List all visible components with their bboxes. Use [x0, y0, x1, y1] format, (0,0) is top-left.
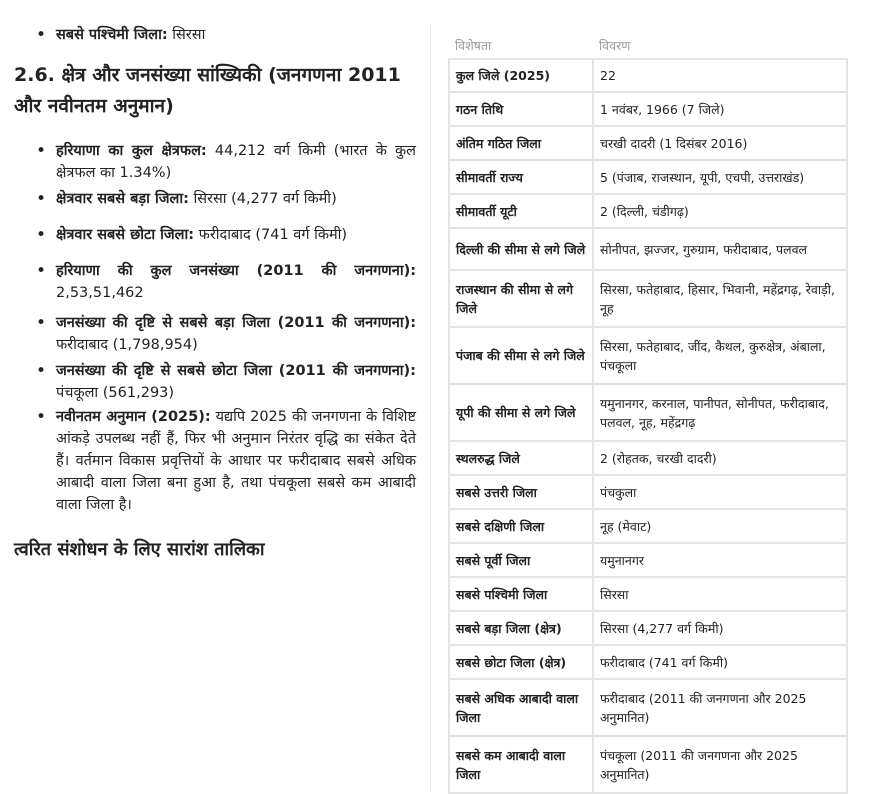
table-row [449, 384, 847, 441]
table-row [449, 194, 847, 228]
row-label-cell: सबसे दक्षिणी जिला [449, 509, 593, 543]
row-value-cell: सिरसा, फतेहाबाद, हिसार, भिवानी, महेंद्रगढ़, रेवाड़ी, नूह [593, 270, 847, 327]
row-label-cell: सीमावर्ती यूटी [449, 194, 593, 228]
row-label-cell: सीमावर्ती राज्य [449, 160, 593, 194]
row-value-cell: सिरसा (4,277 वर्ग किमी) [593, 611, 847, 645]
table-row [449, 679, 847, 736]
row-label-cell: सबसे अधिक आबादी वाला जिला [449, 679, 593, 736]
top-bullet-list [14, 24, 416, 46]
list-item: • क्षेत्रवार सबसे छोटा जिला: फरीदाबाद (741 वर्ग किमी) [14, 224, 416, 246]
row-value-cell: पंचकूला (2011 की जनगणना और 2025 अनुमानित) [593, 736, 847, 793]
row-value-cell: चरखी दादरी (1 दिसंबर 2016) [593, 126, 847, 160]
row-label-cell: यूपी की सीमा से लगे जिले [449, 384, 593, 441]
row-value-cell: सिरसा [593, 577, 847, 611]
row-label-cell: सबसे बड़ा जिला (क्षेत्र) [449, 611, 593, 645]
row-label-cell: सबसे छोटा जिला (क्षेत्र) [449, 645, 593, 679]
column-header: विवरण [599, 38, 631, 53]
list-item: • हरियाणा की कुल जनसंख्या (2011 की जनगणना): 2,53,51,462 [14, 260, 416, 304]
article-column [14, 0, 416, 565]
row-label-cell: गठन तिथि [449, 92, 593, 126]
row-value-cell: फरीदाबाद (2011 की जनगणना और 2025 अनुमानित) [593, 679, 847, 736]
table-row [449, 543, 847, 577]
row-value-cell: सिरसा, फतेहाबाद, जींद, कैथल, कुरुक्षेत्र, अंबाला, पंचकूला [593, 327, 847, 384]
table-row [449, 92, 847, 126]
table-row [449, 645, 847, 679]
table-row [449, 160, 847, 194]
table-row [449, 441, 847, 475]
row-label-cell: दिल्ली की सीमा से लगे जिले [449, 228, 593, 270]
row-label-cell: पंजाब की सीमा से लगे जिले [449, 327, 593, 384]
section-heading: 2.6. क्षेत्र और जनसंख्या सांख्यिकी (जनगणना 2011 और नवीनतम अनुमान) [14, 64, 401, 117]
table-row [449, 270, 847, 327]
row-label-cell: सबसे कम आबादी वाला जिला [449, 736, 593, 793]
row-value-cell: सोनीपत, झज्जर, गुरुग्राम, फरीदाबाद, पलवल [593, 228, 847, 270]
summary-heading: त्वरित संशोधन के लिए सारांश तालिका [14, 539, 265, 560]
list-item: • नवीनतम अनुमान (2025): यद्यपि 2025 की जनगणना के विशिष्ट आंकड़े उपलब्ध नहीं हैं, फिर भी अनुमान निरंतर वृद्धि का संकेत देते हैं। वर्तमान विकास प्रवृत्तियों के आधार पर फरीदाबाद सबसे अधिक आबादी वाला जिला बना हुआ है, तथा पंचकूला सबसे कम आबादी वाला जिला है। [14, 406, 416, 516]
table-row [449, 475, 847, 509]
row-value-cell: यमुनानगर, करनाल, पानीपत, सोनीपत, फरीदाबाद, पलवल, नूह, महेंद्रगढ़ [593, 384, 847, 441]
table-header-row [449, 33, 847, 59]
table-row [449, 736, 847, 793]
row-label-cell: सबसे उत्तरी जिला [449, 475, 593, 509]
summary-table-panel [430, 24, 877, 792]
table-row [449, 327, 847, 384]
list-item: • सबसे पश्चिमी जिला: सिरसा [14, 24, 416, 46]
row-label-cell: राजस्थान की सीमा से लगे जिले [449, 270, 593, 327]
list-item: • क्षेत्रवार सबसे बड़ा जिला: सिरसा (4,277 वर्ग किमी) [14, 188, 416, 210]
row-value-cell: फरीदाबाद (741 वर्ग किमी) [593, 645, 847, 679]
row-value-cell: नूह (मेवाट) [593, 509, 847, 543]
row-value-cell: यमुनानगर [593, 543, 847, 577]
row-value-cell: पंचकुला [593, 475, 847, 509]
table-row [449, 611, 847, 645]
table-row [449, 228, 847, 270]
table-row [449, 59, 847, 92]
row-label-cell: अंतिम गठित जिला [449, 126, 593, 160]
table-row [449, 126, 847, 160]
row-label-cell: सबसे पूर्वी जिला [449, 543, 593, 577]
row-value-cell: 5 (पंजाब, राजस्थान, यूपी, एचपी, उत्तराखंड) [593, 160, 847, 194]
row-value-cell: 22 [593, 59, 847, 92]
row-value-cell: 1 नवंबर, 1966 (7 जिले) [593, 92, 847, 126]
list-item: • जनसंख्या की दृष्टि से सबसे बड़ा जिला (2011 की जनगणना): फरीदाबाद (1,798,954) [14, 312, 416, 356]
column-header: विशेषता [455, 38, 492, 53]
list-item: • हरियाणा का कुल क्षेत्रफल: 44,212 वर्ग किमी (भारत के कुल क्षेत्रफल का 1.34%) [14, 140, 416, 184]
summary-table [448, 33, 848, 794]
row-label-cell: सबसे पश्चिमी जिला [449, 577, 593, 611]
row-value-cell: 2 (दिल्ली, चंडीगढ़) [593, 194, 847, 228]
stats-bullet-list [14, 140, 416, 516]
row-label-cell: कुल जिले (2025) [449, 59, 593, 92]
table-row [449, 577, 847, 611]
table-row [449, 509, 847, 543]
row-label-cell: स्थलरुद्ध जिले [449, 441, 593, 475]
list-item: • जनसंख्या की दृष्टि से सबसे छोटा जिला (2011 की जनगणना): पंचकूला (561,293) [14, 360, 416, 404]
row-value-cell: 2 (रोहतक, चरखी दादरी) [593, 441, 847, 475]
